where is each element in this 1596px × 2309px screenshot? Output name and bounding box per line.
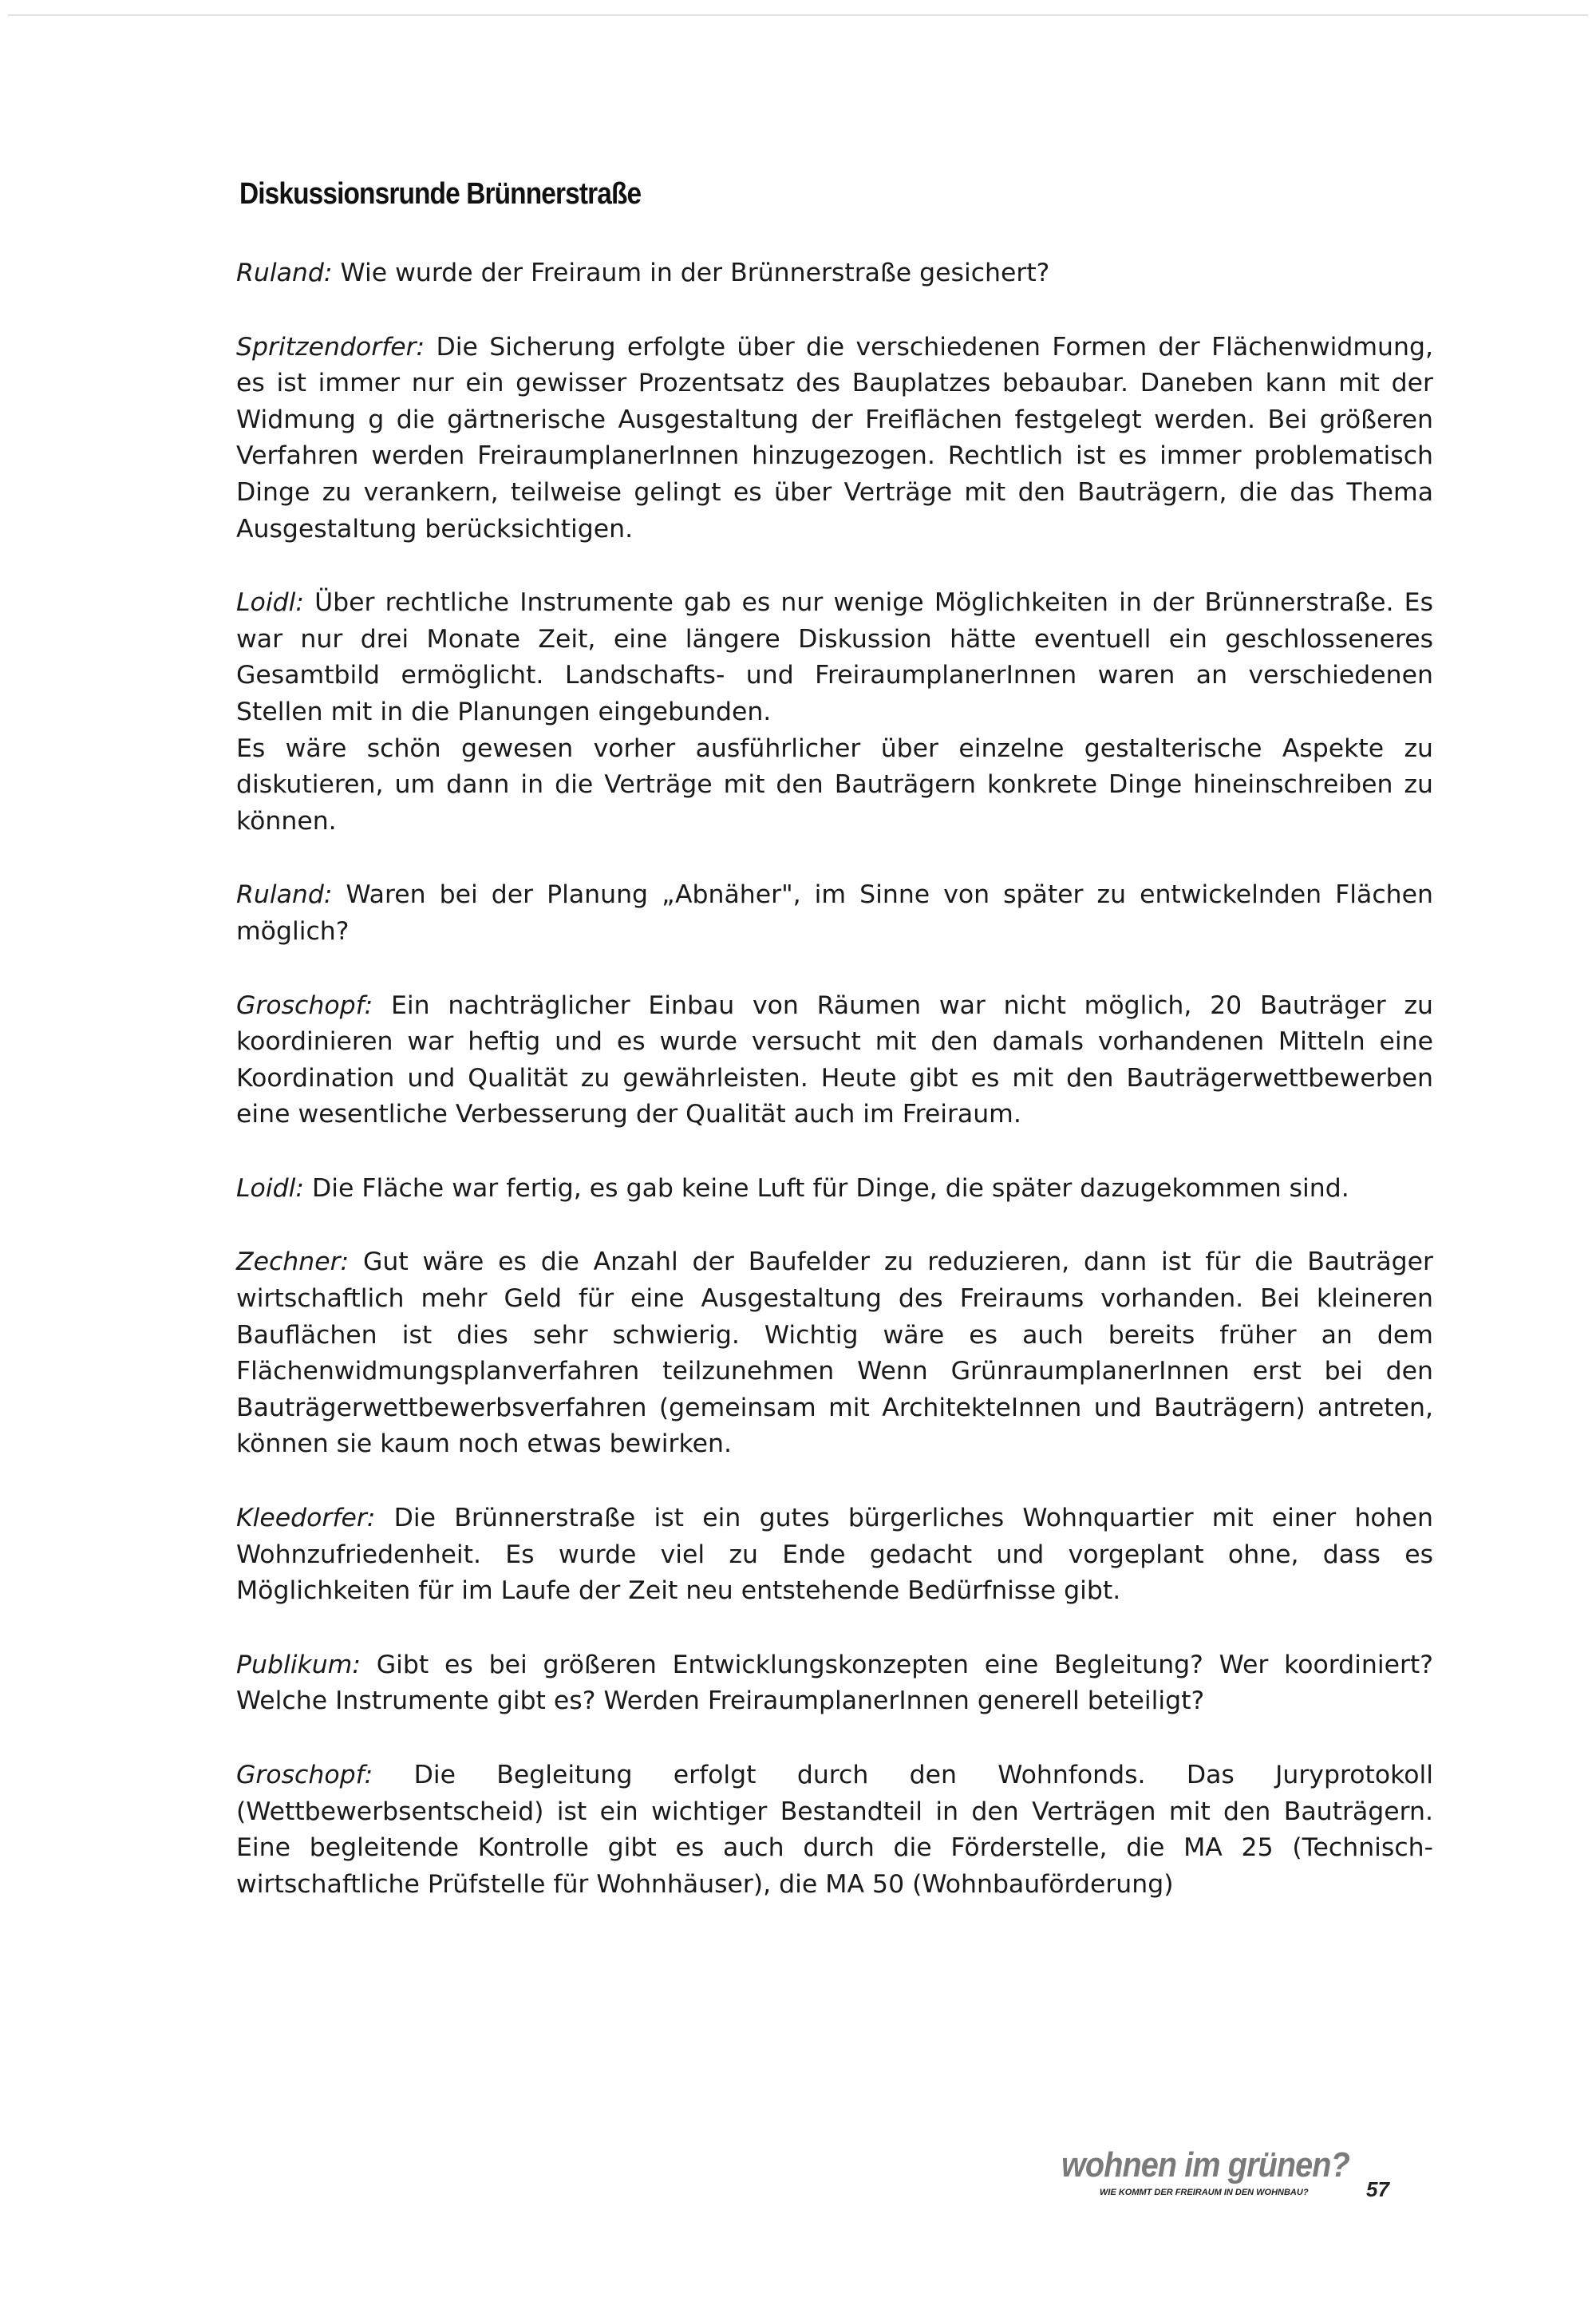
speaker-name: Kleedorfer: bbox=[236, 1504, 376, 1533]
speaker-name: Loidl: bbox=[236, 588, 304, 618]
speaker-name: Ruland: bbox=[236, 880, 333, 910]
speaker-name: Spritzendorfer: bbox=[236, 332, 425, 362]
footer-publication-subtitle: WIE KOMMT DER FREIRAUM IN DEN WOHNBAU? bbox=[1100, 2188, 1309, 2197]
paragraph-8 bbox=[236, 1500, 1433, 1610]
paragraph-2 bbox=[236, 330, 1433, 548]
paragraph-text: Die Fläche war fertig, es gab keine Luft für Dinge, die später dazugekommen sind. bbox=[303, 1173, 1349, 1203]
speaker-name: Zechner: bbox=[236, 1247, 350, 1277]
paragraph-text: Waren bei der Planung „Abnäher", im Sinne von später zu entwickelnden Flächen möglich? bbox=[236, 880, 1433, 946]
paragraph-7 bbox=[236, 1244, 1433, 1463]
paragraph-9 bbox=[236, 1647, 1433, 1720]
paragraph-text: Die Brünnerstraße ist ein gutes bürgerliches Wohnquartier mit einer hohen Wohnzufriedenheit. Es wurde viel zu Ende gedacht und vorgeplant ohne, dass es Möglichkeiten für im Laufe der Zeit neu entstehende Bedürfnisse gibt. bbox=[236, 1504, 1433, 1606]
speaker-name: Groschopf: bbox=[236, 1761, 373, 1789]
paragraph-text: Wie wurde der Freiraum in der Brünnerstraße gesichert? bbox=[332, 259, 1050, 287]
paragraph-5 bbox=[236, 988, 1433, 1133]
paragraph-text: Die Begleitung erfolgt durch den Wohnfonds. Das Juryprotokoll (Wettbewerbsentscheid) ist ein wichtiger Bestandteil in den Verträgen mit den Bauträgern. Eine begleitende Kontrolle gibt es auch durch die Förderstelle, die MA 25 (Technisch-wirtschaftliche Prüfstelle für Wohnhäuser), die MA 50 (Wohnbauförderung) bbox=[236, 1761, 1433, 1899]
discussion-body bbox=[236, 255, 1433, 1940]
paragraph-text: Gut wäre es die Anzahl der Baufelder zu reduzieren, dann ist für die Bauträger wirtschaftlich mehr Geld für eine Ausgestaltung des Freiraums vorhanden. Bei kleineren Bauflächen ist dies sehr schwierig. Wichtig wäre es auch bereits früher an dem Flächenwidmungsplanverfahren teilzunehmen Wenn GrünraumplanerInnen erst bei den Bauträgerwettbewerbsverfahren (gemeinsam mit ArchitekteInnen und Bauträgern) antreten, können sie kaum noch etwas bewirken. bbox=[236, 1247, 1433, 1459]
paragraph-text: Über rechtliche Instrumente gab es nur wenige Möglichkeiten in der Brünnerstraße. Es war nur drei Monate Zeit, eine längere Diskussion hätte eventuell ein geschlosseneres Gesamtbild ermöglicht. Landschafts- und FreiraumplanerInnen waren an verschiedenen Stellen mit in die Planungen eingebunden. bbox=[236, 588, 1433, 726]
top-edge-rule bbox=[8, 14, 1588, 16]
speaker-name: Loidl: bbox=[236, 1173, 304, 1203]
footer-publication-title: wohnen im grünen? bbox=[1061, 2145, 1349, 2184]
paragraph-4 bbox=[236, 877, 1433, 950]
paragraph-6 bbox=[236, 1171, 1433, 1208]
speaker-name: Ruland: bbox=[236, 259, 333, 287]
paragraph-10 bbox=[236, 1757, 1433, 1903]
speaker-name: Groschopf: bbox=[236, 990, 373, 1020]
paragraph-text: Gibt es bei größeren Entwicklungskonzepten eine Begleitung? Wer koordiniert? Welche Instrumente gibt es? Werden FreiraumplanerInnen generell beteiligt? bbox=[236, 1650, 1433, 1716]
paragraph-text-continued: Es wäre schön gewesen vorher ausführlicher über einzelne gestalterische Aspekte zu diskutieren, um dann in die Verträge mit den Bauträgern konkrete Dinge hineinschreiben zu können. bbox=[236, 733, 1433, 836]
paragraph-text: Ein nachträglicher Einbau von Räumen war nicht möglich, 20 Bauträger zu koordinieren war heftig und es wurde versucht mit den damals vorhandenen Mitteln eine Koordination und Qualität zu gewährleisten. Heute gibt es mit den Bauträgerwettbewerben eine wesentliche Verbesserung der Qualität auch im Freiraum. bbox=[236, 990, 1433, 1129]
paragraph-3 bbox=[236, 585, 1433, 840]
page-heading: Diskussionsrunde Brünnerstraße bbox=[239, 177, 642, 211]
paragraph-text: Die Sicherung erfolgte über die verschiedenen Formen der Flächenwidmung, es ist immer nur ein gewisser Prozentsatz des Bauplatzes bebaubar. Daneben kann mit der Widmung g die gärtnerische Ausgestaltung der Freiflächen festgelegt werden. Bei größeren Verfahren werden FreiraumplanerInnen hinzugezogen. Rechtlich ist es immer problematisch Dinge zu verankern, teilweise gelingt es über Verträge mit den Bauträgern, die das Thema Ausgestaltung berücksichtigen. bbox=[236, 332, 1433, 544]
paragraph-1 bbox=[236, 255, 1433, 292]
speaker-name: Publikum: bbox=[236, 1650, 361, 1679]
page-number: 57 bbox=[1366, 2177, 1389, 2201]
